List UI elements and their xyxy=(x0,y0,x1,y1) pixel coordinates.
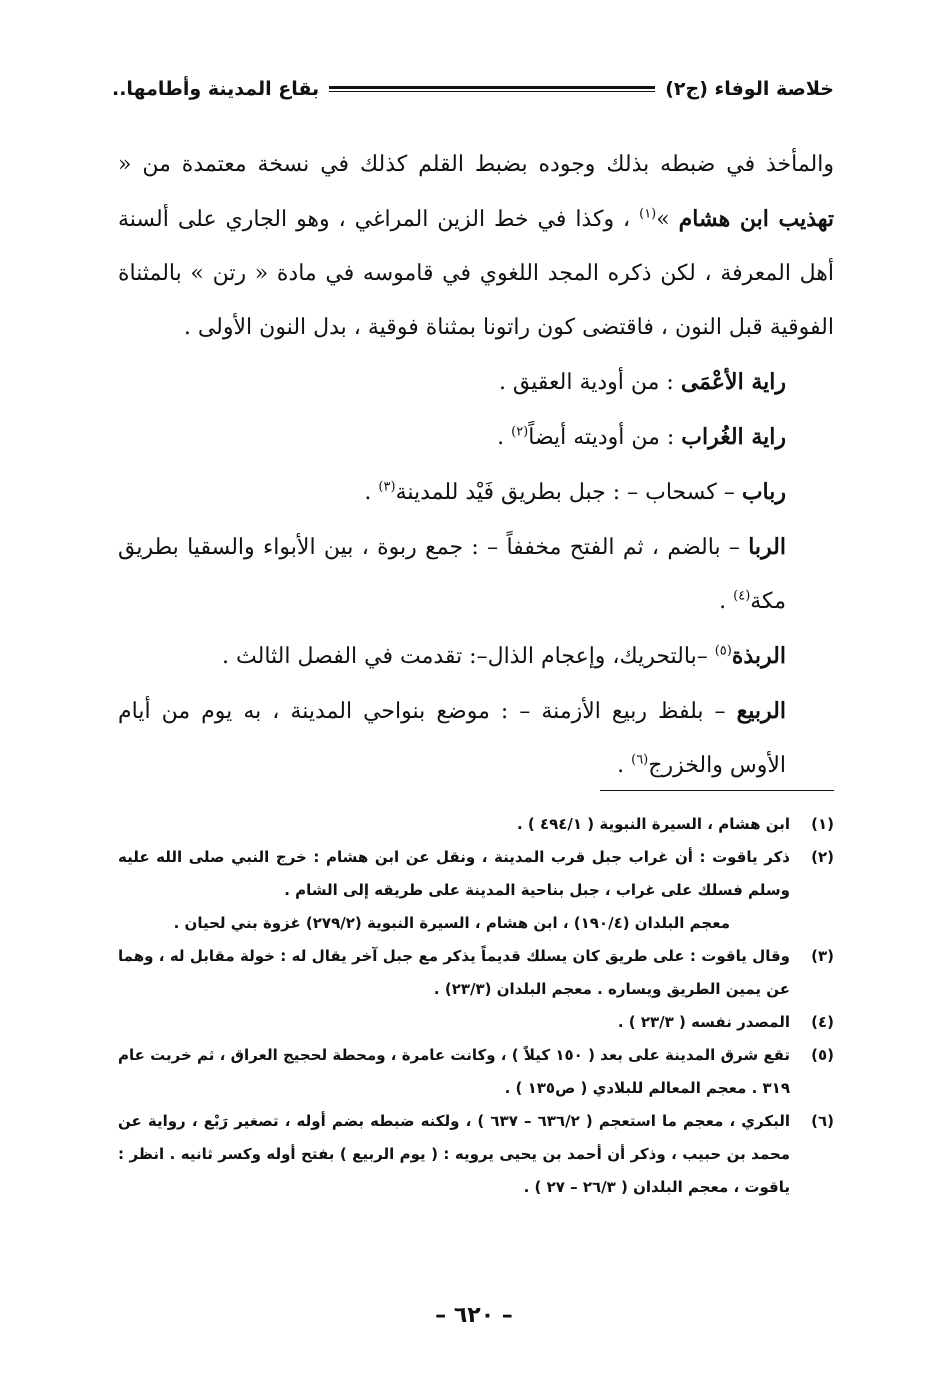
footnote-ref: (٣) xyxy=(378,479,396,495)
footnote-text: تقع شرق المدينة على بعد ( ١٥٠ كيلاً ) ، وكانت عامرة ، ومحطة لحجيج العراق ، ثم خربت عام ٣١٩ . معجم المعالم للبلادي ( ص١٣٥ ) . xyxy=(118,1046,790,1097)
entry-heading: الربيع xyxy=(736,698,786,724)
footnote-1 xyxy=(118,808,834,841)
entry-text: . xyxy=(719,589,734,614)
entry-heading: رباب xyxy=(741,479,786,505)
footnote-number: (٥) xyxy=(811,1046,834,1064)
paragraph xyxy=(118,138,834,355)
entry-heading: راية الأعْمَى xyxy=(680,369,786,395)
main-text xyxy=(118,138,834,793)
footnote-body xyxy=(118,841,790,940)
entry-text: . xyxy=(364,480,379,505)
entry-heading: الربذة xyxy=(731,643,786,669)
entry-text: – بلفظ ربيع الأزمنة – : موضع بنواحي المدينة ، به يوم من أيام الأوس والخزرج xyxy=(118,699,786,778)
header-chapter-title: بقاع المدينة وأطامها.. xyxy=(112,78,320,100)
footnote-number: (٢) xyxy=(811,848,834,866)
footnote-5 xyxy=(118,1039,834,1105)
footnote-ref: (٢) xyxy=(511,424,529,440)
entry-text: – كسحاب – : جبل بطريق فَيْد للمدينة xyxy=(395,480,742,505)
footnote-3 xyxy=(118,940,834,1006)
footnote-text: المصدر نفسه ( ٢٣/٣ ) . xyxy=(617,1013,790,1031)
paragraph-text: والمأخذ في ضبطه بذلك وجوده بضبط القلم كذلك في نسخة معتمدة من « xyxy=(118,152,834,177)
footnote-number: (٤) xyxy=(811,1013,834,1031)
footnotes xyxy=(118,808,834,1204)
footnote-ref: (٤) xyxy=(733,588,751,604)
entry-text: : من أوديته أيضاً xyxy=(528,425,682,450)
entry-al-ruba xyxy=(118,520,834,629)
entry-text: . xyxy=(617,753,632,778)
footnote-text: ذكر ياقوت : أن غراب جبل قرب المدينة ، ونقل عن ابن هشام : خرج النبي صلى الله عليه وسلم فسلك على غراب ، جبل بناحية المدينة على طريقه إلى الشام . xyxy=(118,848,790,899)
footnote-text: ابن هشام ، السيرة النبوية ( ٤٩٤/١ ) . xyxy=(516,815,790,833)
footnote-text: البكري ، معجم ما استعجم ( ٦٣٦/٢ – ٦٣٧ ) ، ولكنه ضبطه بضم أوله ، تصغير رَبْع ، رواية عن محمد بن حبيب ، وذكر أن أحمد بن يحيى يرويه : ( يوم الربيع ) بفتح أوله وكسر ثانيه . انظر : ياقوت ، معجم البلدان ( ٢٦/٣ – ٢٧ ) . xyxy=(118,1112,791,1196)
entry-rabab xyxy=(118,465,834,520)
page-number: – ٦٢٠ – xyxy=(435,1303,513,1328)
footnote-number: (٦) xyxy=(811,1112,834,1130)
entry-al-rabi xyxy=(118,684,834,793)
entry-text: –بالتحريك، وإعجام الذال–: تقدمت في الفصل الثالث . xyxy=(222,644,715,669)
footnote-6 xyxy=(118,1105,834,1204)
entry-al-rabadha xyxy=(118,629,834,684)
header-rule xyxy=(329,86,655,92)
entry-text: – بالضم ، ثم الفتح مخففاً – : جمع ربوة ، بين الأبواء والسقيا بطريق مكة xyxy=(118,535,786,614)
entry-ray-al-ghurab xyxy=(118,410,834,465)
footnote-2 xyxy=(118,841,834,940)
paragraph-text: ، وكذا في خط الزين المراغي ، وهو الجاري على ألسنة أهل المعرفة ، لكن ذكره المجد اللغوي في قاموسه في مادة « رتن » بالمثناة الفوقية قبل النون ، فاقتضى كون راتونا بمثناة فوقية ، بدل النون الأولى . xyxy=(118,207,834,340)
footnote-ref: (١) xyxy=(639,206,657,222)
entry-heading: الربا xyxy=(748,534,786,560)
footnote-ref: (٦) xyxy=(631,752,649,768)
footnote-number: (٣) xyxy=(811,947,834,965)
book-reference: تهذيب ابن هشام xyxy=(678,206,834,232)
footnote-divider xyxy=(600,790,834,791)
footnote-ref: (٥) xyxy=(714,643,732,659)
entry-text: : من أودية العقيق . xyxy=(498,370,681,395)
entry-heading: راية الغُراب xyxy=(681,424,786,450)
footnote-number: (١) xyxy=(811,815,834,833)
entry-ray-al-ama xyxy=(118,355,834,410)
entry-text: . xyxy=(497,425,512,450)
footnote-4 xyxy=(118,1006,834,1039)
paragraph-text: » xyxy=(656,207,679,232)
header-book-title: خلاصة الوفاء (ج٢) xyxy=(665,78,834,100)
footnote-source: معجم البلدان (١٩٠/٤) ، ابن هشام ، السيرة النبوية (٢٧٩/٢) غزوة بني لحيان . xyxy=(173,914,730,932)
footnote-text: وقال ياقوت : على طريق كان يسلك قديماً يذكر مع جبل آخر يقال له : خولة مقابل له ، وهما عن يمين الطريق ويساره . معجم البلدان (٢٣/٣) . xyxy=(118,947,790,998)
running-header xyxy=(112,74,834,104)
